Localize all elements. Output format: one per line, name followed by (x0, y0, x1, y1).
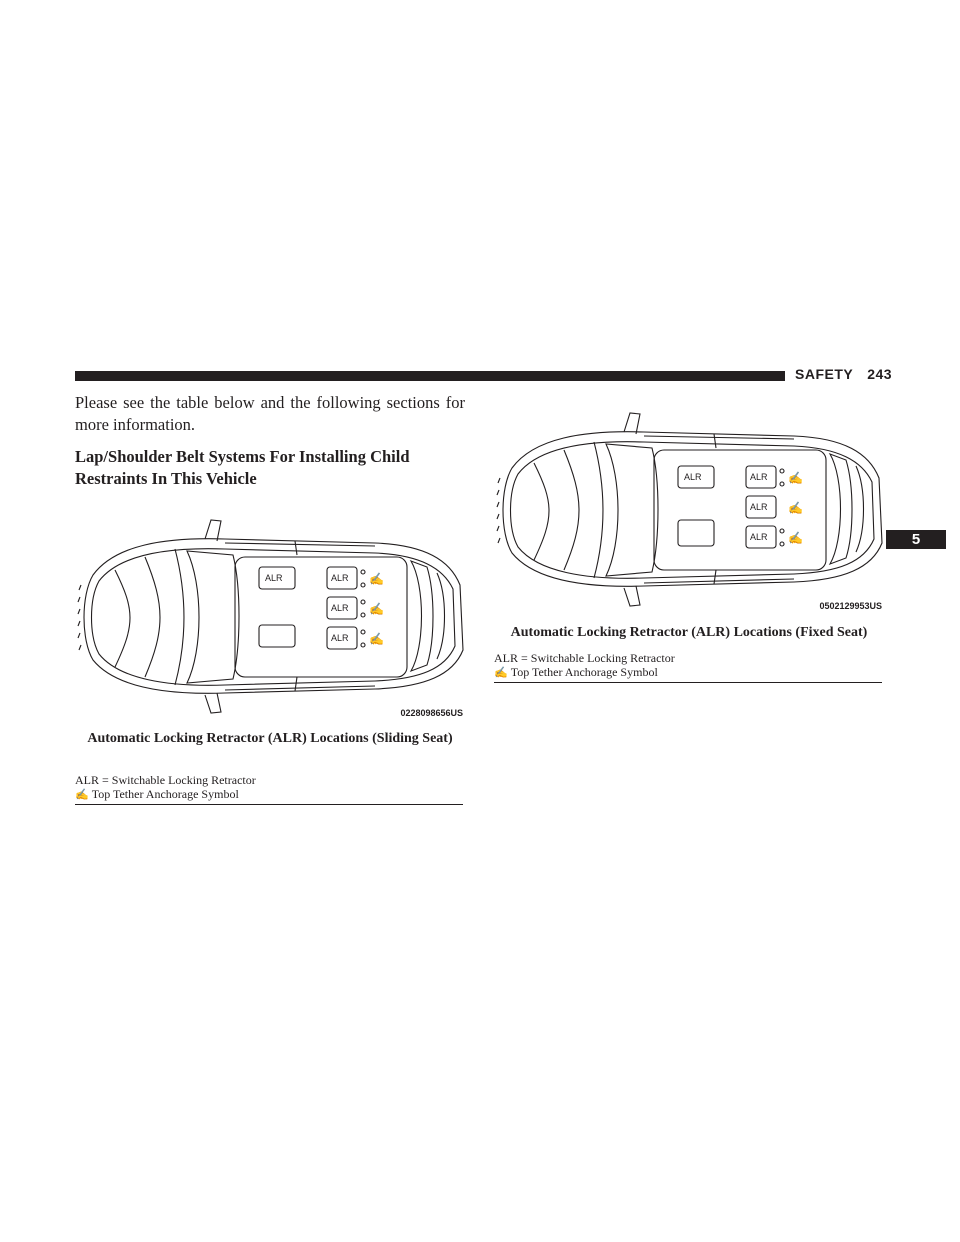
vehicle-diagram-sliding (75, 515, 465, 720)
running-header (795, 366, 892, 382)
alr-label: ALR (684, 472, 702, 482)
chapter-tab[interactable]: 5 (886, 530, 946, 549)
top-tether-anchor-icon: ✍ (788, 501, 803, 515)
legend-alr: ALR = Switchable Locking Retractor (494, 651, 675, 665)
top-tether-anchor-icon: ✍ (494, 667, 508, 679)
top-tether-anchor-icon: ✍ (788, 531, 803, 545)
figure-legend (75, 773, 256, 802)
top-tether-anchor-icon: ✍ (369, 632, 384, 646)
alr-label: ALR (331, 573, 349, 583)
figure-caption: Automatic Locking Retractor (ALR) Locations (Fixed Seat) (510, 625, 868, 640)
top-tether-anchor-icon: ✍ (369, 572, 384, 586)
alr-label: ALR (750, 472, 768, 482)
figure-rule (75, 804, 463, 805)
section-heading: Lap/Shoulder Belt Systems For Installing Child Restraints In This Vehicle (75, 447, 410, 488)
top-tether-anchor-icon: ✍ (788, 471, 803, 485)
legend-tether: Top Tether Anchorage Symbol (510, 665, 658, 679)
legend-alr: ALR = Switchable Locking Retractor (75, 773, 256, 787)
figure-rule (494, 682, 882, 683)
alr-label: ALR (265, 573, 283, 583)
figure-code: 0502129953US (819, 601, 882, 611)
page-number: 243 (867, 366, 893, 382)
top-tether-anchor-icon: ✍ (75, 789, 89, 801)
figure-caption: Automatic Locking Retractor (ALR) Locations (Sliding Seat) (87, 731, 453, 746)
alr-label: ALR (331, 633, 349, 643)
alr-label: ALR (750, 532, 768, 542)
vehicle-diagram-fixed (494, 408, 884, 613)
figure-code: 0228098656US (400, 708, 463, 718)
legend-tether: Top Tether Anchorage Symbol (91, 787, 239, 801)
header-bar (75, 371, 785, 381)
section-title: SAFETY (795, 366, 854, 382)
alr-label: ALR (331, 603, 349, 613)
alr-label: ALR (750, 502, 768, 512)
intro-paragraph: Please see the table below and the following sections for more information. (75, 393, 465, 434)
top-tether-anchor-icon: ✍ (369, 602, 384, 616)
figure-legend (494, 651, 675, 680)
